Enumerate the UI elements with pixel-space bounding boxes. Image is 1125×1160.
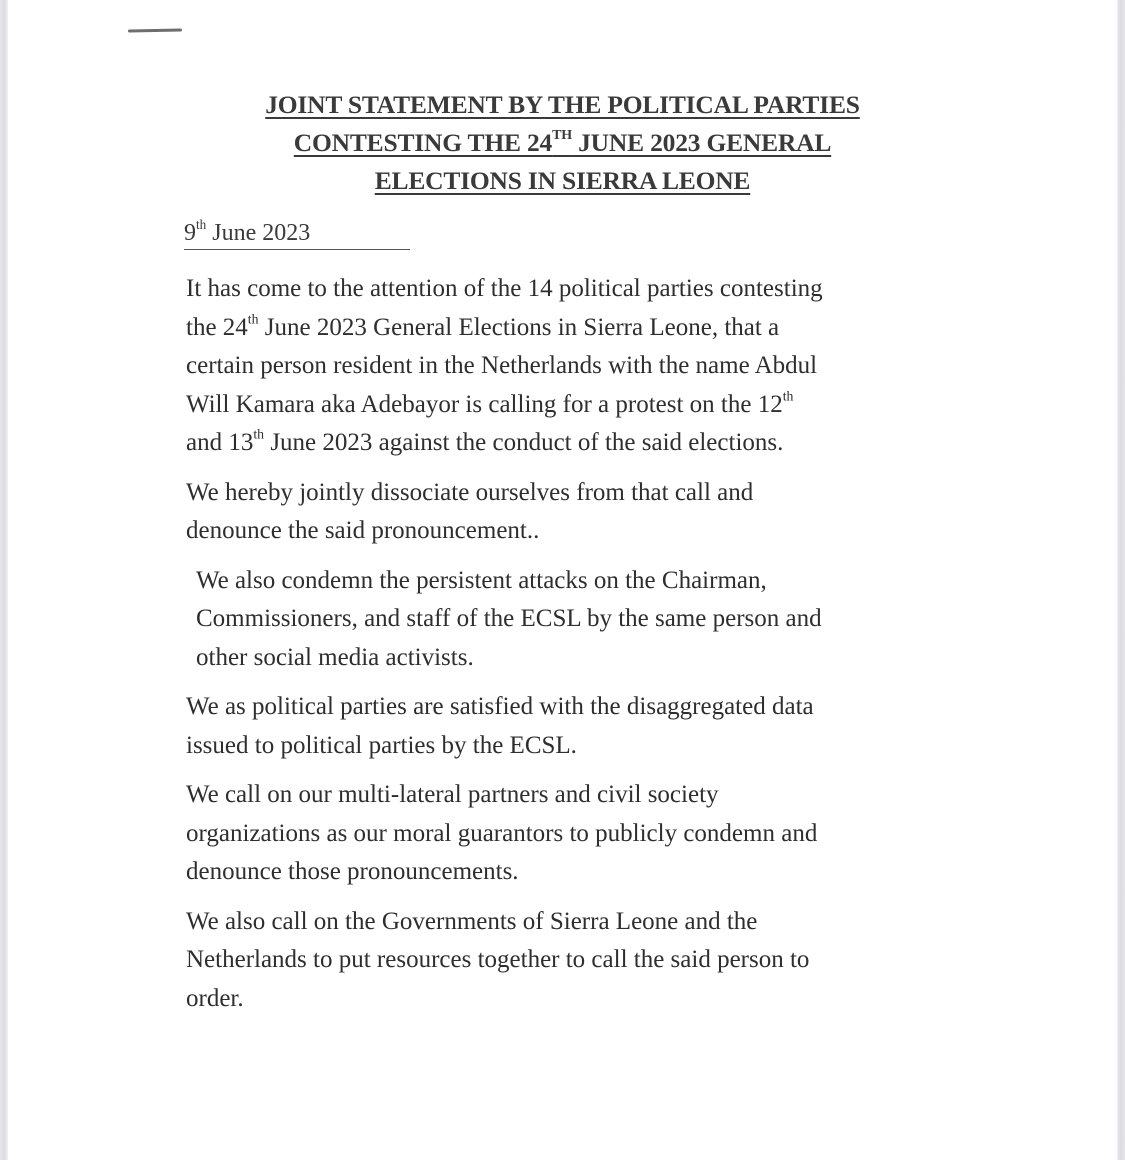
- text-line: the 24th June 2023 General Elections in Sierra Leone, that a: [186, 310, 780, 341]
- title-superscript: TH: [552, 128, 572, 144]
- paragraph-3: [186, 562, 946, 678]
- date-day: 9: [184, 220, 196, 246]
- text-line: We hereby jointly dissociate ourselves from that call and: [186, 478, 754, 506]
- date-superscript: th: [196, 216, 207, 232]
- text-line: We also call on the Governments of Sierra Leone and the: [186, 907, 758, 935]
- text-line: other social media activists.: [196, 643, 474, 671]
- text-line: certain person resident in the Netherlands with the name Abdul: [186, 352, 818, 379]
- superscript: th: [253, 426, 265, 442]
- document-date: [184, 216, 410, 250]
- text-line: Will Kamara aka Adebayor is calling for a protest on the 12th: [186, 387, 794, 418]
- paragraph-1: [186, 270, 946, 463]
- text-line: We as political parties are satisfied with the disaggregated data: [186, 693, 814, 720]
- text-line: organizations as our moral guarantors to publicly condemn and: [186, 819, 818, 847]
- title-text: ELECTIONS IN SIERRA LEONE: [374, 166, 751, 195]
- superscript: th: [782, 387, 794, 403]
- text-line: Commissioners, and staff of the ECSL by the same person and: [196, 605, 822, 632]
- text-line: It has come to the attention of the 14 political parties contesting: [186, 275, 823, 302]
- date-rest: June 2023: [206, 220, 311, 246]
- title-text: JUNE 2023 GENERAL: [571, 128, 832, 157]
- text-line: order.: [186, 984, 244, 1012]
- title-text: CONTESTING THE 24: [293, 128, 553, 157]
- statement-body: [186, 270, 946, 1029]
- paragraph-6: [186, 903, 946, 1019]
- title-text: JOINT STATEMENT BY THE POLITICAL PARTIES: [265, 90, 860, 119]
- text-line: denounce those pronouncements.: [186, 858, 519, 885]
- paragraph-5: [186, 776, 946, 892]
- title-line-2: [0, 124, 1125, 162]
- title-line-3: [0, 162, 1125, 200]
- text-line: issued to political parties by the ECSL.: [186, 731, 577, 759]
- text-line: We also condemn the persistent attacks on the Chairman,: [196, 566, 767, 594]
- title-line-1: [0, 86, 1125, 124]
- text-line: denounce the said pronouncement..: [186, 517, 540, 544]
- paragraph-4: [186, 688, 946, 765]
- text-line: and 13th June 2023 against the conduct of the said elections.: [186, 426, 784, 456]
- paragraph-2: [186, 474, 946, 551]
- document-title: [0, 86, 1125, 200]
- text-line: We call on our multi-lateral partners and civil society: [186, 781, 719, 808]
- text-line: Netherlands to put resources together to call the said person to: [186, 946, 810, 973]
- superscript: th: [247, 310, 259, 326]
